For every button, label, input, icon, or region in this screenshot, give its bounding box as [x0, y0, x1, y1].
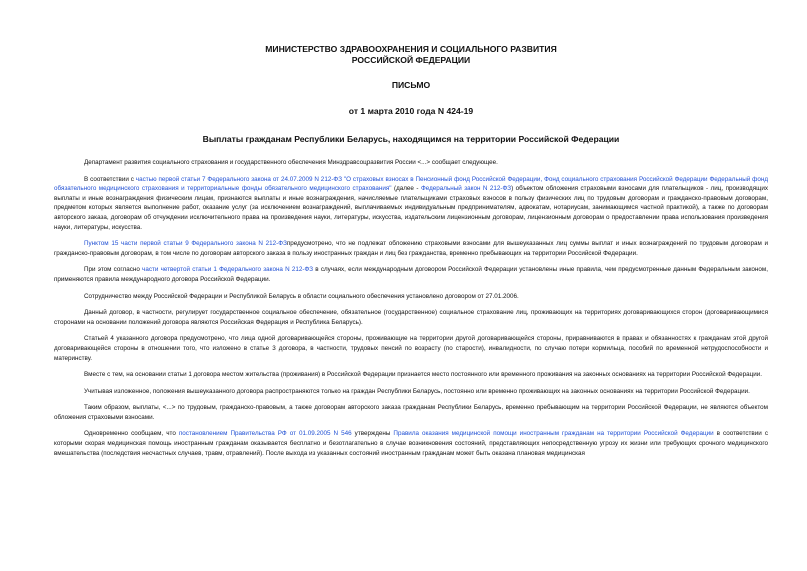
- paragraph-applicability: Учитывая изложенное, положения вышеуказанного договора распространяются только на граждан Республики Беларусь, постоянно или временно проживающих на законных основаниях на территории Российской Федерации.: [84, 387, 750, 395]
- paragraph-treaty-scope: Данный договор, в частности, регулирует государственное социальное обеспечение, обязательное (государственное) социальное страхование лиц, проживающих на территориях договаривающихся сторон (договаривающимися сторонами на основании положений договора являются Российская Федерация и Республика Беларусь).: [54, 309, 768, 326]
- paragraph-article-4: Статьей 4 указанного договора предусмотрено, что лица одной договаривающейся стороны, проживающие на территории другой договаривающейся стороны, приравниваются в правах и обязанностях к гражданам этой другой договаривающейся стороны в отношении того, что изложено в статье 3 договора, в частности, трудовых пенсий по возрасту (по старости), инвалидности, по случаю потери кормильца, пособий по временной нетрудоспособности и материнству.: [54, 335, 768, 362]
- paragraph-residence: Вместе с тем, на основании статьи 1 договора местом жительства (проживания) в Российской Федерации признается место постоянного или временного проживания на законных основаниях на территории Российской Федерации.: [84, 371, 763, 379]
- text-span: в соответствии с которыми скорая медицинская помощь иностранным гражданам оказывается бесплатно и безотлагательно в случае возникновения состояний, представляющих непосредственную угрозу их жизни или требующих срочного медицинского вмешательства (последствия несчастных случаев, травм, отравлений). После выхода из указанных состояний иностранным гражданам может быть оказана плановая медицинская: [54, 430, 768, 457]
- ministry-title: [54, 44, 768, 66]
- document-subject: Выплаты гражданам Республики Беларусь, находящимся на территории Российской Федерации: [202, 134, 620, 144]
- government-decree-546-link[interactable]: постановлением Правительства РФ от 01.09.2005 N 546: [178, 430, 352, 438]
- law-212-article-9-link[interactable]: Пунктом 15 части первой статьи 9 Федерального закона N 212-ФЗ: [84, 240, 287, 248]
- text-span: в случаях, если международным договором Российской Федерации установлены иные правила, чем предусмотренные данным Федеральным законом, применяются правила международного договора Российской Федерации.: [54, 266, 768, 283]
- ministry-title-line2: РОССИЙСКОЙ ФЕДЕРАЦИИ: [351, 55, 471, 65]
- law-212-article-1-link[interactable]: части четвертой статьи 1 Федерального закона N 212-ФЗ: [142, 266, 314, 274]
- text-span: (далее -: [391, 185, 421, 193]
- paragraph-cooperation: Сотрудничество между Российской Федерации и Республикой Беларусь в области социального обеспечения установлено договором от 27.01.2006.: [84, 292, 519, 300]
- paragraph-intro: Департамент развития социального страхования и государственного обеспечения Минздравсоцразвития России <...> сообщает следующее.: [84, 159, 498, 166]
- ministry-title-line1: МИНИСТЕРСТВО ЗДРАВООХРАНЕНИЯ И СОЦИАЛЬНОГО РАЗВИТИЯ: [265, 44, 557, 54]
- paragraph-international-treaty: [54, 265, 768, 284]
- law-212-article-7-link[interactable]: частью первой статьи 7 Федерального закона от 24.07.2009 N 212-ФЗ "О страховых взносах в Пенсионный фонд Российской Федерации, Фонд социального страхования Российской Федерации Федеральный фонд обязательного медицинского страхования и территориальные фонды обязательного медицинского страхования": [54, 175, 768, 193]
- paragraph-object-of-taxation: [54, 175, 768, 233]
- text-span: ) объектом обложения страховыми взносами для плательщиков - лиц, производящих выплаты и иные вознаграждения физическим лицам, признаются выплаты и иные вознаграждения, начисляемые плательщиками страховых взносов в пользу физических лиц по трудовым договорам и гражданско-правовым договорам, предметом которых является выполнение работ, оказание услуг (за исключением вознаграждений, выплачиваемых индивидуальным предпринимателям, адвокатам, нотариусам, занимающимся частной практикой), а также по договорам авторского заказа, договорам об отчуждении исключительного права на произведения науки, литературы, искусства, издательским лицензионным договорам, лицензионным договорам о предоставлении права использования произведения науки, литературы, искусства.: [54, 185, 768, 231]
- medical-care-rules-link[interactable]: Правила оказания медицинской помощи иностранным гражданам на территории Российской Федерации: [393, 430, 714, 438]
- document-page: [54, 0, 768, 465]
- text-span: Одновременно сообщаем, что: [84, 430, 179, 438]
- paragraph-medical-care: [54, 429, 768, 458]
- law-212-link[interactable]: Федеральный закон N 212-ФЗ: [420, 185, 512, 193]
- paragraph-exemption: [54, 239, 768, 258]
- text-span: При этом согласно: [84, 266, 143, 274]
- document-kind: ПИСЬМО: [391, 80, 431, 90]
- document-date: от 1 марта 2010 года N 424-19: [348, 106, 474, 116]
- text-span: предусмотрено, что не подлежат обложению страховыми взносами для вышеуказанных лиц суммы выплат и иных вознаграждений по трудовым договорам и гражданско-правовым договорам, в том числе по договорам авторского заказа в пользу иностранных граждан и лиц без гражданства, временно пребывающих на территории Российской Федерации.: [54, 240, 768, 257]
- text-span: утверждены: [351, 430, 394, 438]
- paragraph-conclusion: Таким образом, выплаты, <...> по трудовым, гражданско-правовым, а также договорам авторского заказа гражданам Республики Беларусь, временно пребывающим на территории Российской Федерации, не являются объектом обложения страховыми взносами.: [54, 404, 768, 421]
- text-span: В соответствии с: [84, 175, 136, 183]
